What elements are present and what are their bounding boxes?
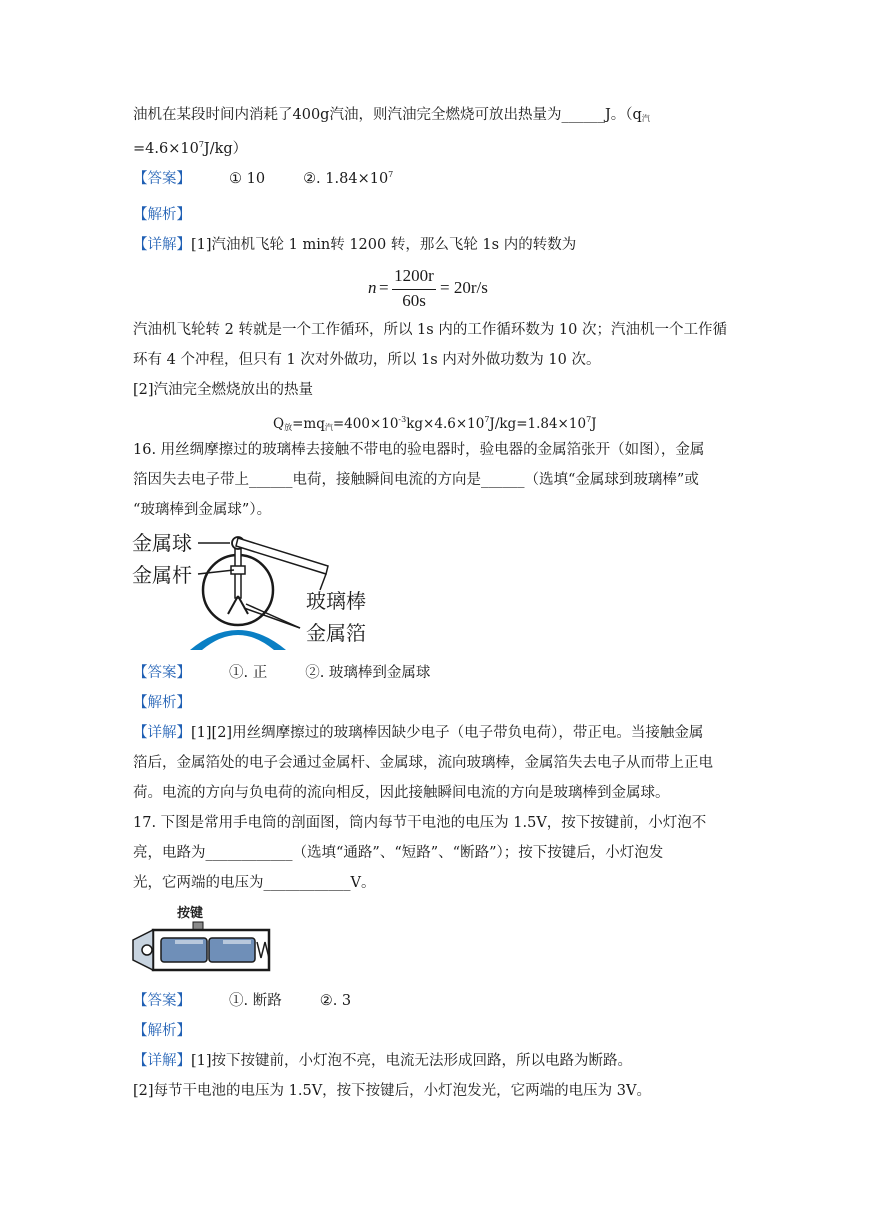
q17-text-line3: 光，它两端的电压为____________V。 xyxy=(133,875,376,891)
electroscope-base xyxy=(190,630,286,650)
q15-detail-line1: 【详解】[1]汽油机飞轮 1 min转 1200 转，那么飞轮 1s 内的转数为 xyxy=(133,237,577,253)
q15-heat-equation: $Q_放=mq_汽=400\times 10^{-3}kg\times 4.6\times 10^7J/kg=1.84\times 10^7J$ xyxy=(273,415,597,432)
q17-analysis-tag: 【解析】 xyxy=(133,1023,191,1039)
q15-para1: 汽油机飞轮转 2 转就是一个工作循环，所以 1s 内的工作循环数为 10 次；汽油机一个工作循 xyxy=(133,322,727,338)
q16-text-line3: “玻璃棒到金属球”）。 xyxy=(133,502,272,518)
q17-text-line2: 亮，电路为____________（选填“通路”、“短路”、“断路”）；按下按键后，小灯泡发 xyxy=(133,845,664,861)
q17-answer: 【答案】 ①. 断路 ②. 3 xyxy=(133,993,352,1009)
label-metal-ball: 金属球 xyxy=(132,531,192,555)
label-metal-foil: 金属箔 xyxy=(306,621,366,645)
q17-detail-line1: 【详解】[1]按下按键前，小灯泡不亮，电流无法形成回路，所以电路为断路。 xyxy=(133,1053,633,1069)
q15-answer-2: ②. $1.84\times 10^7$ xyxy=(303,170,394,187)
q15-text-line2: $=4.6\times 10^7J/kg$） xyxy=(133,140,248,157)
q15-para3: [2]汽油完全燃烧放出的热量 xyxy=(133,382,314,398)
q16-text-line2: 箔因失去电子带上______电荷，接触瞬间电流的方向是______（选填“金属球到玻璃棒”或 xyxy=(133,472,699,488)
label-metal-rod: 金属杆 xyxy=(132,563,192,587)
q16-detail-line1: 【详解】[1][2]用丝绸摩擦过的玻璃棒因缺少电子（电子带负电荷），带正电。当接触金属 xyxy=(133,725,704,741)
q17-detail-line2: [2]每节干电池的电压为 1.5V，按下按键后，小灯泡发光，它两端的电压为 3V。 xyxy=(133,1083,651,1099)
bulb xyxy=(142,945,152,955)
q15-analysis-tag: 【解析】 xyxy=(133,207,191,223)
q15-text-line1: 油机在某段时间内消耗了400g汽油，则汽油完全燃烧可放出热量为______J。（$q_汽$ xyxy=(133,107,650,123)
q17-text-line1: 17. 下图是常用手电筒的剖面图，筒内每节干电池的电压为 1.5V，按下按键前，小灯泡不 xyxy=(133,815,707,831)
q16-detail-line2: 箔后，金属箔处的电子会通过金属杆、金属球，流向玻璃棒，金属箔失去电子从而带上正电 xyxy=(133,755,713,771)
q15-para2: 环有 4 个冲程，但只有 1 次对外做功，所以 1s 内对外做功数为 10 次。 xyxy=(133,352,601,368)
q15-answer: 【答案】 ① 10 ②. $1.84\times 10^7$ xyxy=(133,165,393,189)
electroscope-figure xyxy=(130,528,390,652)
label-glass-rod: 玻璃棒 xyxy=(306,589,366,613)
q16-detail-line3: 荷。电流的方向与负电荷的流向相反，因此接触瞬间电流的方向是玻璃棒到金属球。 xyxy=(133,785,670,801)
label-button: 按键 xyxy=(177,906,204,921)
q16-analysis-tag: 【解析】 xyxy=(133,695,191,711)
flashlight-figure xyxy=(131,900,273,980)
q16-text-line1: 16. 用丝绸摩擦过的玻璃棒去接触不带电的验电器时，验电器的金属箔张开（如图），金属 xyxy=(133,442,705,458)
q16-answer: 【答案】 ①. 正 ②. 玻璃棒到金属球 xyxy=(133,665,431,681)
